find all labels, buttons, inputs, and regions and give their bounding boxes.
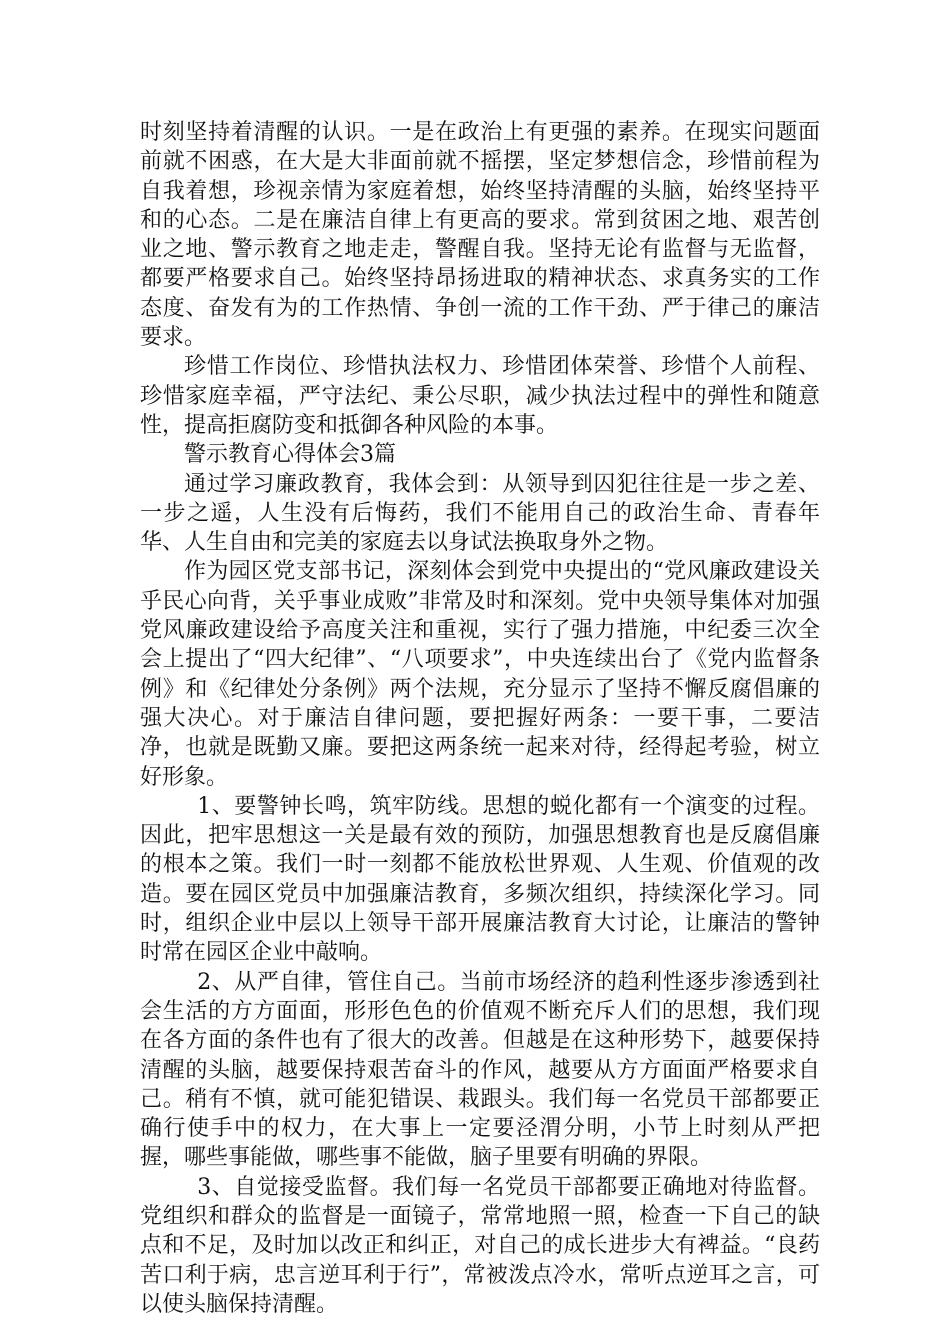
paragraph-point-3: 3、自觉接受监督。我们每一名党员干部都要正确地对待监督。党组织和群众的监督是一面镜子，常常地照一照，检查一下自己的缺点和不足，及时加以改正和纠正，对自己的成长进步大有裨益。“良药苦口利于病，忠言逆耳利于行”，常被泼点冷水，常听点逆耳之言，可以使头脑保持清醒。 xyxy=(140,1174,820,1317)
paragraph-cherish: 珍惜工作岗位、珍惜执法权力、珍惜团体荣誉、珍惜个人前程、珍惜家庭幸福，严守法纪、秉公尽职，减少执法过程中的弹性和随意性，提高拒腐防变和抵御各种风险的本事。 xyxy=(140,354,820,438)
paragraph-point-2: 2、从严自律，管住自己。当前市场经济的趋利性逐步渗透到社会生活的方方面面，形形色色的价值观不断充斥人们的思想，我们现在各方面的条件也有了很大的改善。但越是在这种形势下，越要保持清醒的头脑，越要保持艰苦奋斗的作风，越要从方方面面严格要求自己。稍有不慎，就可能犯错误、栽跟头。我们每一名党员干部都要正确行使手中的权力，在大事上一定要泾渭分明，小节上时刻从严把握，哪些事能做，哪些事不能做，脑子里要有明确的界限。 xyxy=(140,969,820,1171)
paragraph-party-secretary: 作为园区党支部书记，深刻体会到党中央提出的“党风廉政建设关乎民心向背，关乎事业成败”非常及时和深刻。党中央领导集体对加强党风廉政建设给予高度关注和重视，实行了强力措施，中纪委三次全会上提出了“四大纪律”、“八项要求”，中央连续出台了《党内监督条例》和《纪律处分条例》两个法规，充分显示了坚持不懈反腐倡廉的强大决心。对于廉洁自律问题，要把握好两条：一要干事，二要洁净，也就是既勤又廉。要把这两条统一起来对待，经得起考验，树立好形象。 xyxy=(140,559,820,790)
section-heading: 警示教育心得体会3篇 xyxy=(184,442,396,468)
paragraph-intro: 通过学习廉政教育，我体会到：从领导到囚犯往往是一步之差、一步之遥，人生没有后悔药，我们不能用自己的政治生命、青春年华、人生自由和完美的家庭去以身试法换取身外之物。 xyxy=(140,471,820,556)
paragraph-point-1: 1、要警钟长鸣，筑牢防线。思想的蜕化都有一个演变的过程。因此，把牢思想这一关是最有效的预防，加强思想教育也是反腐倡廉的根本之策。我们一时一刻都不能放松世界观、人生观、价值观的改造。要在园区党员中加强廉洁教育，多频次组织，持续深化学习。同时，组织企业中层以上领导干部开展廉洁教育大讨论，让廉洁的警钟时常在园区企业中敲响。 xyxy=(140,793,820,966)
paragraph-continuation: 时刻坚持着清醒的认识。一是在政治上有更强的素养。在现实问题面前就不困惑，在大是大非面前就不摇摆，坚定梦想信念，珍惜前程为自我着想，珍视亲情为家庭着想，始终坚持清醒的头脑，始终坚持平和的心态。二是在廉洁自律上有更高的要求。常到贫困之地、艰苦创业之地、警示教育之地走走，警醒自我。坚持无论有监督与无监督，都要严格要求自己。始终坚持昂扬进取的精神状态、求真务实的工作态度、奋发有为的工作热情、争创一流的工作干劲、严于律己的廉洁要求。 xyxy=(140,120,820,351)
document-body xyxy=(140,118,820,1319)
